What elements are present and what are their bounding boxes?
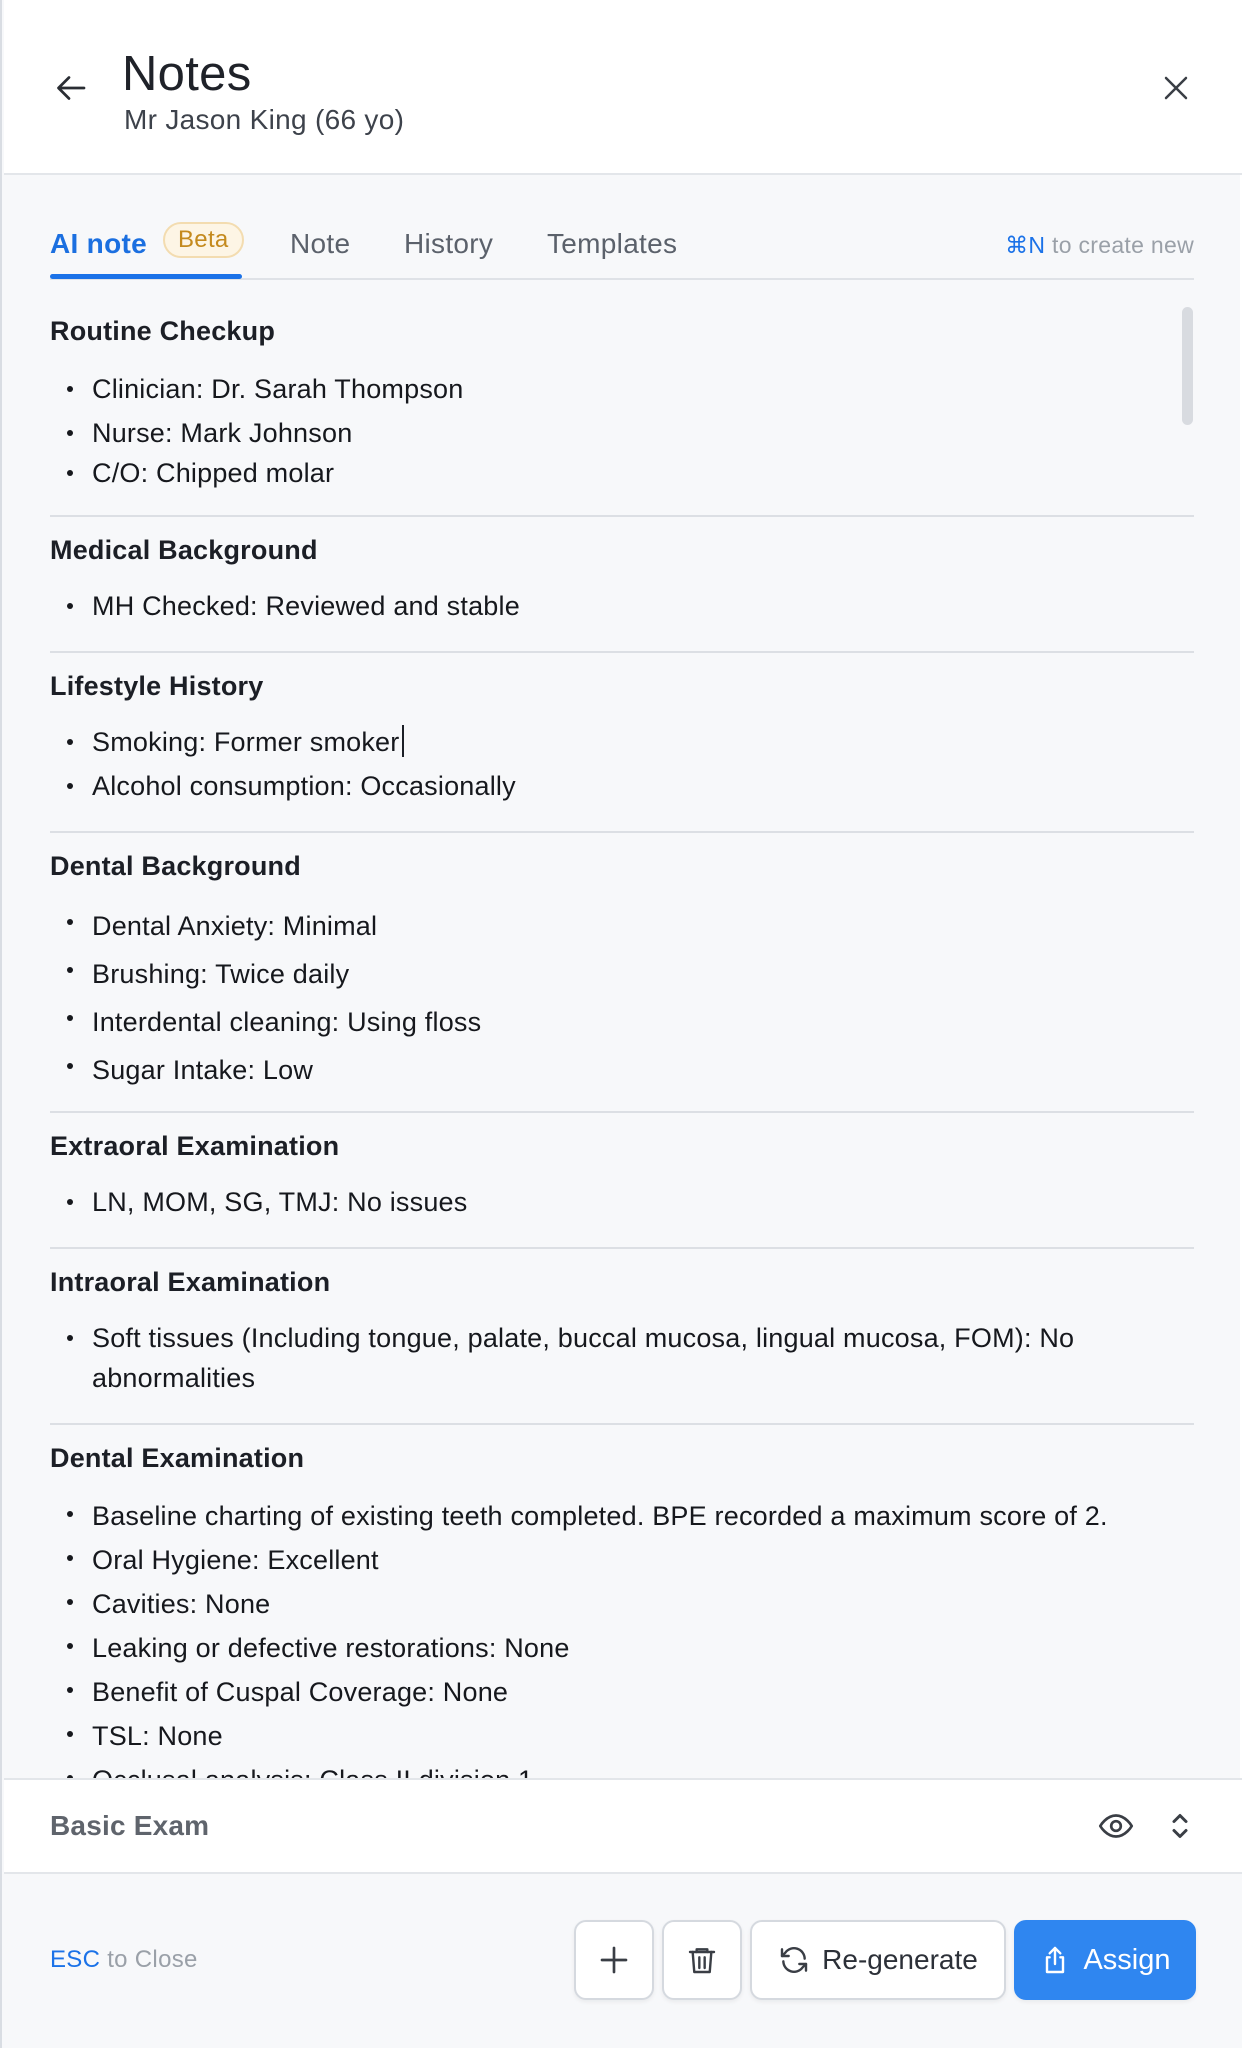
scrollbar[interactable] <box>1182 307 1193 425</box>
assign-button[interactable] <box>1014 1920 1196 2000</box>
bullet-list <box>50 586 1194 626</box>
list-item: Clinician: Dr. Sarah Thompson <box>50 369 1194 409</box>
tab-ai-note[interactable] <box>50 228 147 260</box>
list-item: Leaking or defective restorations: None <box>50 1626 1194 1670</box>
section-medical-background <box>50 517 1194 653</box>
section-title: Intraoral Examination <box>50 1267 331 1297</box>
bullet-list <box>50 1318 1194 1398</box>
list-item: Benefit of Cuspal Coverage: None <box>50 1670 1194 1714</box>
footer <box>4 1874 1242 2048</box>
esc-key: ESC <box>50 1946 101 1973</box>
text-cursor <box>402 725 404 757</box>
list-item: Sugar Intake: Low <box>50 1046 1194 1094</box>
section-lifestyle-history <box>50 653 1194 833</box>
tab-templates[interactable]: Templates <box>547 228 678 259</box>
share-icon <box>1039 1944 1071 1976</box>
section-title: Lifestyle History <box>50 671 264 701</box>
assign-label: Assign <box>1083 1943 1171 1976</box>
bullet-list <box>50 902 1194 1094</box>
esc-hint <box>50 1946 198 1974</box>
add-button[interactable] <box>574 1920 654 2000</box>
preview-button[interactable] <box>1098 1808 1134 1844</box>
template-selector-bar[interactable] <box>4 1778 1242 1874</box>
section-intraoral-examination <box>50 1249 1194 1425</box>
section-dental-examination <box>50 1425 1194 1785</box>
section-routine-checkup <box>50 290 1194 517</box>
regenerate-label: Re-generate <box>822 1944 978 1975</box>
close-button[interactable] <box>1152 64 1200 112</box>
section-title: Dental Background <box>50 851 301 881</box>
page-title: Notes <box>122 47 252 101</box>
trash-icon <box>686 1944 718 1976</box>
bullet-list <box>50 1494 1194 1802</box>
chevron-up-down-icon <box>1165 1808 1195 1844</box>
tab-note[interactable]: Note <box>290 228 351 259</box>
esc-text: to Close <box>100 1946 198 1973</box>
ai-note-content[interactable] <box>50 290 1194 1778</box>
section-title: Dental Examination <box>50 1443 305 1473</box>
template-name: Basic Exam <box>50 1810 210 1841</box>
list-item <box>50 722 1194 762</box>
list-item: LN, MOM, SG, TMJ: No issues <box>50 1182 1194 1222</box>
refresh-icon <box>778 1944 810 1976</box>
section-dental-background <box>50 833 1194 1113</box>
section-title: Extraoral Examination <box>50 1131 340 1161</box>
list-item: Dental Anxiety: Minimal <box>50 902 1194 950</box>
delete-button[interactable] <box>662 1920 742 2000</box>
shortcut-text: to create new <box>1045 232 1194 258</box>
regenerate-button[interactable] <box>750 1920 1006 2000</box>
active-tab-indicator <box>50 274 242 279</box>
list-item: Alcohol consumption: Occasionally <box>50 766 1194 806</box>
list-item: MH Checked: Reviewed and stable <box>50 586 1194 626</box>
shortcut-key: ⌘N <box>1005 232 1046 258</box>
tab-ai-note-label: AI note <box>50 228 147 259</box>
close-icon <box>1161 73 1191 103</box>
list-item-text: Smoking: Former smoker <box>92 727 400 757</box>
list-item: Interdental cleaning: Using floss <box>50 998 1194 1046</box>
bullet-list <box>50 722 1194 806</box>
section-title: Routine Checkup <box>50 316 276 346</box>
back-button[interactable] <box>48 64 96 112</box>
list-item: Brushing: Twice daily <box>50 950 1194 998</box>
beta-badge: Beta <box>163 222 244 258</box>
list-item: Nurse: Mark Johnson <box>50 413 1194 453</box>
expand-toggle-button[interactable] <box>1165 1808 1195 1844</box>
section-extraoral-examination <box>50 1113 1194 1249</box>
arrow-left-icon <box>54 70 90 106</box>
bullet-list <box>50 369 1194 493</box>
section-title: Medical Background <box>50 535 318 565</box>
list-item: Oral Hygiene: Excellent <box>50 1538 1194 1582</box>
create-new-hint <box>1005 232 1194 259</box>
tab-bar <box>50 210 1194 280</box>
list-item: Soft tissues (Including tongue, palate, buccal mucosa, lingual mucosa, FOM): No abnormalities <box>50 1318 1194 1398</box>
bullet-list <box>50 1182 1194 1222</box>
patient-name: Mr Jason King (66 yo) <box>124 104 405 135</box>
list-item: Cavities: None <box>50 1582 1194 1626</box>
eye-icon <box>1098 1808 1134 1844</box>
list-item: C/O: Chipped molar <box>50 453 1194 493</box>
list-item: Baseline charting of existing teeth completed. BPE recorded a maximum score of 2. <box>50 1494 1194 1538</box>
plus-icon <box>598 1944 630 1976</box>
list-item: TSL: None <box>50 1714 1194 1758</box>
tab-history[interactable]: History <box>404 228 494 259</box>
header <box>4 0 1242 175</box>
